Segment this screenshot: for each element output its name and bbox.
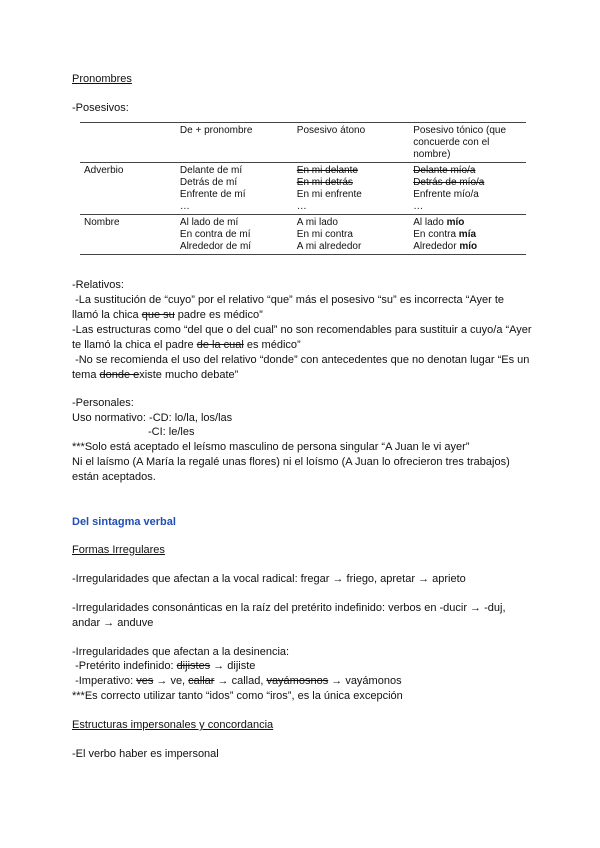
cell-line: En mi contra [296,229,353,240]
cell-bold: mía [458,229,477,240]
cell-line: Al lado de mí [179,217,239,228]
cell-line [413,229,522,241]
cell-line: Delante de mí [179,165,243,176]
excepcion-note: ***Es correcto utilizar tanto “idos” como “iros”, es la única excepción [72,690,403,702]
personales-note: ***Solo está aceptado el leísmo masculino de persona singular “A Juan le vi ayer” [72,441,470,453]
table-header-row [80,123,526,163]
posesivos-label: -Posesivos: [72,102,129,114]
table-cell [176,163,293,215]
cell-line: Alrededor de mí [179,241,252,252]
text-run: padre es médico” [174,309,263,321]
table-cell [176,215,293,255]
text-run: es médico” [243,339,301,351]
table-header-cell: Posesivo tónico (que concuerde con el nombre) [409,123,526,163]
personales-label: -Personales: [72,397,134,409]
table-row [80,163,526,215]
text-run: -Pretérito indefinido: [72,660,177,672]
relativos-paragraph-2 [72,323,535,353]
table-cell [409,163,526,215]
cell-text: Al lado [413,217,447,228]
estructuras-heading: Estructuras impersonales y concordancia [72,719,274,731]
table-cell [409,215,526,255]
preterito-line [72,659,532,674]
cell-text: En contra [413,229,459,240]
table-cell [293,163,409,215]
struck-text: vayámosnos [266,675,329,687]
pronombres-heading: Pronombres [72,73,132,85]
struck-text: ves [136,675,154,687]
table-cell [293,215,409,255]
cell-line-struck: Detrás de mío/a [413,177,485,188]
struck-text: donde e [99,369,140,381]
cell-line: … [179,201,190,212]
cell-line: A mi alrededor [296,241,362,252]
row-label: Nombre [80,215,176,255]
text-run: -No se recomienda el uso del relativo “donde” con antecedentes que no denotan lugar “Es un tema [72,354,533,381]
table-header-cell: Posesivo átono [293,123,409,163]
text-run: → callad, [214,675,267,687]
relativos-paragraph-1 [72,293,532,323]
desinencia-label: -Irregularidades que afectan a la desinencia: [72,646,290,658]
cell-line: A mi lado [296,217,338,228]
personales-line: -CI: le/les [148,426,195,438]
cell-line-struck: En mi delante [296,165,358,176]
cell-line-struck: Delante mío/a [413,165,476,176]
cell-line: Enfrente de mí [179,189,246,200]
cell-line: Enfrente mío/a [413,189,479,200]
cell-line: En mi enfrente [296,189,362,200]
struck-text: que su [141,309,175,321]
cell-line [413,241,522,253]
cell-line: … [413,201,424,212]
text-run: -Imperativo: [72,675,137,687]
irregularidad-consonantica: -Irregularidades consonánticas en la raíz del pretérito indefinido: verbos en -ducir → -duj, andar → anduve [72,602,509,629]
text-run: → vayámonos [328,675,402,687]
cell-text: Alrededor [413,241,460,252]
text-run: -La sustitución de “cuyo” por el relativo “que” más el posesivo “su” es incorrecta “Ayer te llamó la chica [72,294,508,321]
posesivos-table [80,122,526,255]
sintagma-verbal-heading: Del sintagma verbal [72,516,176,528]
cell-line: … [296,201,307,212]
table-row [80,215,526,255]
cell-line: En contra de mí [179,229,251,240]
struck-text: dijistes [176,660,211,672]
cell-line: Detrás de mí [179,177,238,188]
formas-irregulares-heading: Formas Irregulares [72,544,165,556]
text-run: → dijiste [210,660,256,672]
personales-note: Ni el laísmo (A María la regalé unas flores) ni el loísmo (A Juan lo ofrecieron tres trabajos) están aceptados. [72,456,513,483]
struck-text: de la cual [196,339,244,351]
personales-line: Uso normativo: -CD: lo/la, los/las [72,412,233,424]
table-header-cell [80,123,176,163]
cell-bold: mío [446,217,465,228]
relativos-label: -Relativos: [72,279,124,291]
text-run: -Las estructuras como “del que o del cual” no son recomendables para sustituir a cuyo/a “Ayer te llamó la chica el padre [72,324,535,351]
cell-line-struck: En mi detrás [296,177,353,188]
cell-bold: mío [459,241,478,252]
text-run: → ve, [153,675,189,687]
text-run: xiste mucho debate” [139,369,239,381]
relativos-paragraph-3 [72,353,532,383]
table-header-cell: De + pronombre [176,123,293,163]
haber-line: -El verbo haber es impersonal [72,748,219,760]
cell-line [413,217,522,229]
row-label: Adverbio [80,163,176,215]
struck-text: callar [188,675,215,687]
irregularidad-vocal: -Irregularidades que afectan a la vocal radical: fregar → friego, apretar → aprieto [72,573,466,585]
imperativo-line [72,674,532,689]
